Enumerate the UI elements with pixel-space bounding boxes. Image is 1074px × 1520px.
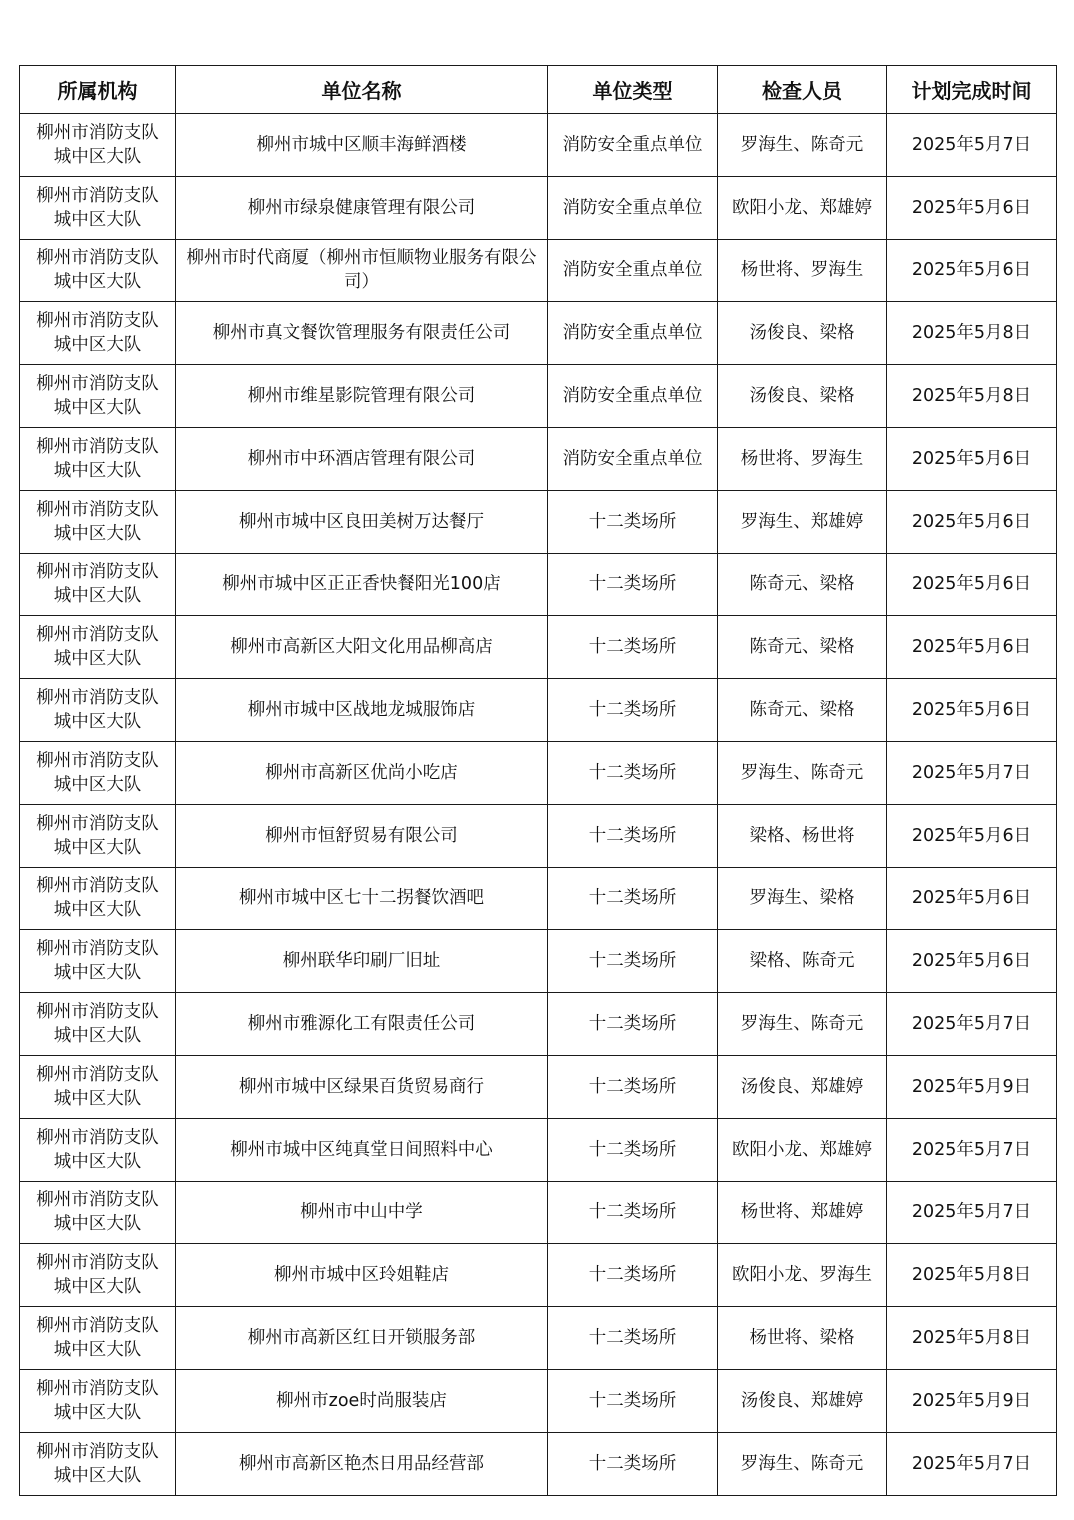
cell-inspectors: 汤俊良、梁格 [718,365,887,428]
cell-unit-name: 柳州市城中区纯真堂日间照料中心 [176,1118,548,1181]
cell-planned-date: 2025年5月7日 [887,1432,1057,1495]
cell-unit-type: 十二类场所 [548,1244,718,1307]
cell-inspectors: 罗海生、陈奇元 [718,114,887,177]
cell-planned-date: 2025年5月8日 [887,1307,1057,1370]
org-line-2: 城中区大队 [53,649,142,670]
cell-planned-date: 2025年5月7日 [887,993,1057,1056]
cell-unit-name: 柳州市中山中学 [176,1181,548,1244]
header-unit-type: 单位类型 [548,66,718,114]
table-row [20,553,1057,616]
cell-org [20,993,176,1056]
table-row [20,1432,1057,1495]
org-line-1: 柳州市消防支队 [36,688,159,709]
cell-org [20,176,176,239]
cell-unit-name: 柳州市城中区顺丰海鲜酒楼 [176,114,548,177]
table-row [20,1307,1057,1370]
cell-inspectors: 罗海生、陈奇元 [718,1432,887,1495]
org-line-2: 城中区大队 [53,774,142,795]
org-line-1: 柳州市消防支队 [36,1002,159,1023]
cell-unit-type: 十二类场所 [548,1055,718,1118]
cell-unit-name: 柳州市城中区七十二拐餐饮酒吧 [176,867,548,930]
org-line-2: 城中区大队 [53,1026,142,1047]
cell-unit-name: 柳州市恒舒贸易有限公司 [176,804,548,867]
table-row [20,804,1057,867]
cell-unit-name: 柳州市绿泉健康管理有限公司 [176,176,548,239]
cell-unit-name: 柳州市高新区艳杰日用品经营部 [176,1432,548,1495]
org-line-2: 城中区大队 [53,209,142,230]
org-line-1: 柳州市消防支队 [36,1316,159,1337]
org-line-1: 柳州市消防支队 [36,1064,159,1085]
org-line-2: 城中区大队 [53,146,142,167]
cell-planned-date: 2025年5月6日 [887,553,1057,616]
cell-org [20,427,176,490]
cell-unit-type: 十二类场所 [548,1432,718,1495]
table-row [20,1244,1057,1307]
cell-org [20,365,176,428]
cell-planned-date: 2025年5月6日 [887,176,1057,239]
header-unit-name: 单位名称 [176,66,548,114]
cell-planned-date: 2025年5月7日 [887,114,1057,177]
table-row [20,239,1057,302]
cell-inspectors: 陈奇元、梁格 [718,616,887,679]
table-row [20,490,1057,553]
org-line-2: 城中区大队 [53,1402,142,1423]
cell-planned-date: 2025年5月6日 [887,239,1057,302]
cell-unit-name: 柳州市城中区绿果百货贸易商行 [176,1055,548,1118]
table-row [20,741,1057,804]
cell-unit-type: 消防安全重点单位 [548,302,718,365]
cell-unit-name: 柳州市城中区玲姐鞋店 [176,1244,548,1307]
table-row [20,679,1057,742]
org-line-2: 城中区大队 [53,272,142,293]
table-row [20,1181,1057,1244]
header-inspectors: 检查人员 [718,66,887,114]
cell-org [20,1369,176,1432]
cell-unit-type: 消防安全重点单位 [548,427,718,490]
org-line-1: 柳州市消防支队 [36,750,159,771]
cell-planned-date: 2025年5月9日 [887,1055,1057,1118]
org-line-1: 柳州市消防支队 [36,562,159,583]
cell-unit-type: 十二类场所 [548,490,718,553]
org-line-1: 柳州市消防支队 [36,1378,159,1399]
cell-org [20,1181,176,1244]
cell-inspectors: 杨世将、罗海生 [718,427,887,490]
org-line-2: 城中区大队 [53,335,142,356]
cell-unit-name: 柳州市时代商厦（柳州市恒顺物业服务有限公司） [176,239,548,302]
cell-org [20,1055,176,1118]
table-row [20,427,1057,490]
cell-planned-date: 2025年5月6日 [887,867,1057,930]
org-line-1: 柳州市消防支队 [36,248,159,269]
cell-org [20,867,176,930]
org-line-1: 柳州市消防支队 [36,625,159,646]
cell-org [20,114,176,177]
org-line-2: 城中区大队 [53,523,142,544]
cell-unit-type: 十二类场所 [548,1181,718,1244]
cell-unit-type: 消防安全重点单位 [548,365,718,428]
table-body [20,114,1057,1496]
org-line-2: 城中区大队 [53,900,142,921]
cell-unit-name: 柳州市高新区优尚小吃店 [176,741,548,804]
org-line-1: 柳州市消防支队 [36,185,159,206]
cell-inspectors: 梁格、杨世将 [718,804,887,867]
cell-org [20,302,176,365]
cell-unit-name: 柳州市中环酒店管理有限公司 [176,427,548,490]
cell-inspectors: 欧阳小龙、罗海生 [718,1244,887,1307]
cell-planned-date: 2025年5月8日 [887,1244,1057,1307]
cell-unit-type: 十二类场所 [548,993,718,1056]
cell-unit-name: 柳州市城中区战地龙城服饰店 [176,679,548,742]
cell-org [20,741,176,804]
org-line-1: 柳州市消防支队 [36,1253,159,1274]
table-row [20,114,1057,177]
org-line-1: 柳州市消防支队 [36,499,159,520]
cell-inspectors: 陈奇元、梁格 [718,553,887,616]
cell-unit-name: 柳州联华印刷厂旧址 [176,930,548,993]
cell-org [20,1432,176,1495]
cell-planned-date: 2025年5月6日 [887,616,1057,679]
table-row [20,176,1057,239]
cell-inspectors: 罗海生、陈奇元 [718,741,887,804]
cell-org [20,679,176,742]
cell-unit-name: 柳州市城中区良田美树万达餐厅 [176,490,548,553]
table-header-row [20,66,1057,114]
cell-inspectors: 欧阳小龙、郑雄婷 [718,176,887,239]
cell-org [20,239,176,302]
cell-planned-date: 2025年5月9日 [887,1369,1057,1432]
cell-unit-type: 十二类场所 [548,1307,718,1370]
header-planned-date: 计划完成时间 [887,66,1057,114]
cell-unit-name: 柳州市城中区正正香快餐阳光100店 [176,553,548,616]
table-row [20,1118,1057,1181]
org-line-2: 城中区大队 [53,712,142,733]
org-line-2: 城中区大队 [53,1088,142,1109]
cell-unit-name: 柳州市雅源化工有限责任公司 [176,993,548,1056]
table-row [20,930,1057,993]
cell-inspectors: 欧阳小龙、郑雄婷 [718,1118,887,1181]
cell-unit-type: 十二类场所 [548,1369,718,1432]
cell-planned-date: 2025年5月6日 [887,930,1057,993]
org-line-1: 柳州市消防支队 [36,374,159,395]
cell-unit-name: 柳州市真文餐饮管理服务有限责任公司 [176,302,548,365]
org-line-2: 城中区大队 [53,963,142,984]
org-line-2: 城中区大队 [53,586,142,607]
table-row [20,1055,1057,1118]
cell-inspectors: 罗海生、陈奇元 [718,993,887,1056]
cell-planned-date: 2025年5月6日 [887,804,1057,867]
org-line-2: 城中区大队 [53,1340,142,1361]
cell-inspectors: 汤俊良、郑雄婷 [718,1055,887,1118]
cell-unit-type: 消防安全重点单位 [548,176,718,239]
cell-planned-date: 2025年5月6日 [887,490,1057,553]
cell-planned-date: 2025年5月7日 [887,1118,1057,1181]
org-line-1: 柳州市消防支队 [36,813,159,834]
org-line-1: 柳州市消防支队 [36,122,159,143]
inspection-plan-table [19,65,1057,1496]
org-line-1: 柳州市消防支队 [36,1127,159,1148]
cell-unit-type: 十二类场所 [548,616,718,679]
table-row [20,867,1057,930]
cell-unit-type: 十二类场所 [548,1118,718,1181]
table-row [20,993,1057,1056]
org-line-1: 柳州市消防支队 [36,1190,159,1211]
cell-inspectors: 陈奇元、梁格 [718,679,887,742]
cell-planned-date: 2025年5月8日 [887,302,1057,365]
cell-org [20,553,176,616]
header-org: 所属机构 [20,66,176,114]
cell-planned-date: 2025年5月8日 [887,365,1057,428]
cell-planned-date: 2025年5月6日 [887,679,1057,742]
cell-inspectors: 汤俊良、郑雄婷 [718,1369,887,1432]
cell-unit-type: 消防安全重点单位 [548,239,718,302]
cell-org [20,930,176,993]
cell-unit-type: 十二类场所 [548,679,718,742]
cell-unit-name: 柳州市维星影院管理有限公司 [176,365,548,428]
cell-inspectors: 杨世将、罗海生 [718,239,887,302]
cell-inspectors: 罗海生、郑雄婷 [718,490,887,553]
table-row [20,302,1057,365]
cell-unit-name: 柳州市高新区大阳文化用品柳高店 [176,616,548,679]
cell-unit-name: 柳州市zoe时尚服装店 [176,1369,548,1432]
org-line-2: 城中区大队 [53,460,142,481]
cell-org [20,490,176,553]
cell-unit-name: 柳州市高新区红日开锁服务部 [176,1307,548,1370]
org-line-2: 城中区大队 [53,1277,142,1298]
cell-unit-type: 十二类场所 [548,867,718,930]
org-line-2: 城中区大队 [53,1465,142,1486]
cell-org [20,804,176,867]
cell-org [20,1307,176,1370]
cell-unit-type: 十二类场所 [548,804,718,867]
table-row [20,616,1057,679]
org-line-2: 城中区大队 [53,398,142,419]
org-line-1: 柳州市消防支队 [36,939,159,960]
cell-inspectors: 杨世将、梁格 [718,1307,887,1370]
org-line-1: 柳州市消防支队 [36,436,159,457]
cell-org [20,616,176,679]
org-line-2: 城中区大队 [53,837,142,858]
cell-inspectors: 汤俊良、梁格 [718,302,887,365]
table-row [20,1369,1057,1432]
org-line-1: 柳州市消防支队 [36,876,159,897]
org-line-1: 柳州市消防支队 [36,1441,159,1462]
org-line-2: 城中区大队 [53,1151,142,1172]
cell-unit-type: 十二类场所 [548,741,718,804]
table-row [20,365,1057,428]
cell-planned-date: 2025年5月6日 [887,427,1057,490]
cell-planned-date: 2025年5月7日 [887,1181,1057,1244]
cell-org [20,1118,176,1181]
cell-unit-type: 消防安全重点单位 [548,114,718,177]
cell-inspectors: 杨世将、郑雄婷 [718,1181,887,1244]
cell-inspectors: 梁格、陈奇元 [718,930,887,993]
org-line-1: 柳州市消防支队 [36,311,159,332]
cell-org [20,1244,176,1307]
cell-unit-type: 十二类场所 [548,553,718,616]
org-line-2: 城中区大队 [53,1214,142,1235]
cell-planned-date: 2025年5月7日 [887,741,1057,804]
cell-unit-type: 十二类场所 [548,930,718,993]
cell-inspectors: 罗海生、梁格 [718,867,887,930]
